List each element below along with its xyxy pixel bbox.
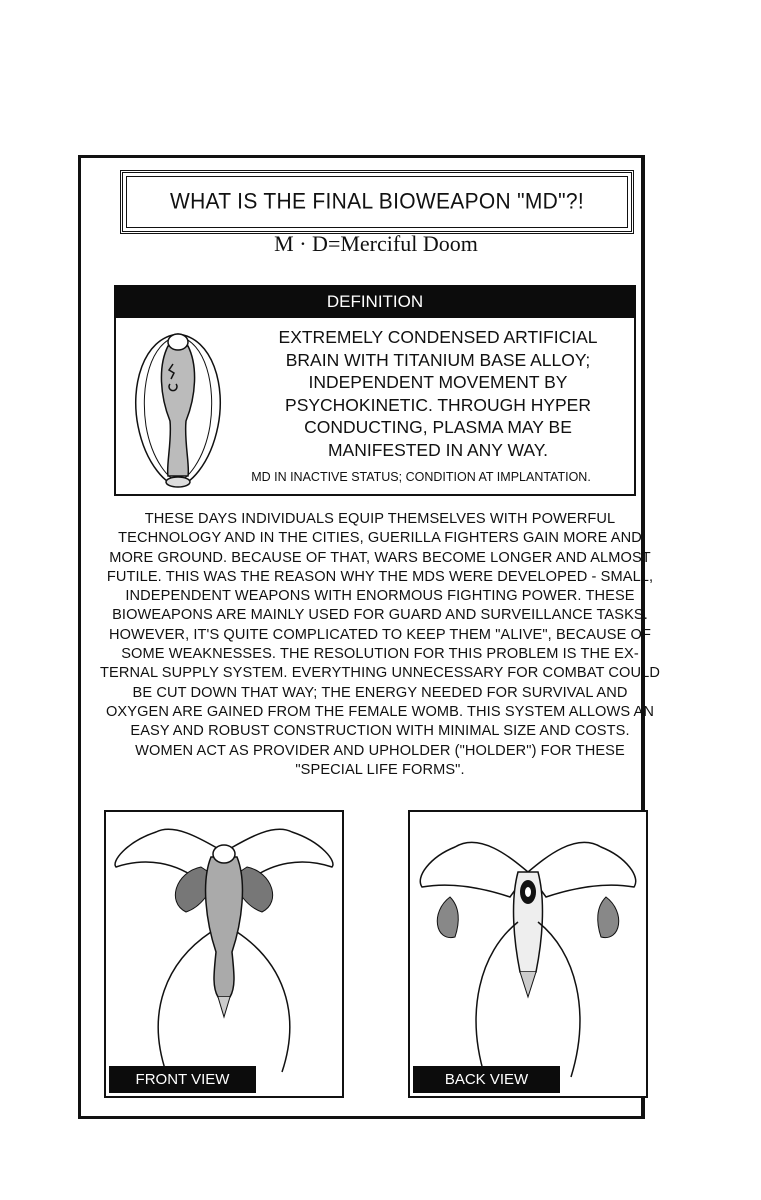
definition-header: DEFINITION: [114, 285, 636, 318]
page-title: WHAT IS THE FINAL BIOWEAPON "MD"?!: [169, 189, 585, 214]
definition-box: [114, 318, 636, 496]
definition-text: EXTREMELY CONDENSED ARTIFICIAL BRAIN WITH TITANIUM BASE ALLOY; INDEPENDENT MOVEMENT BY PSYCHOKINETIC. THROUGH HYPER CONDUCTING, PLASMA MAY BE MANIFESTED IN ANY WAY.: [278, 327, 598, 460]
front-view-panel: [104, 810, 344, 1098]
subtitle: M · D=Merciful Doom: [274, 231, 478, 256]
body-text: THESE DAYS INDIVIDUALS EQUIP THEMSELVES WITH POWERFUL TECHNOLOGY AND IN THE CITIES, GUERILLA FIGHTERS GAIN MORE AND MORE GROUND. BECAUSE OF THAT, WARS BECOME LONGER AND ALMOST FUTILE. THIS WAS THE REASON WHY THE MDS WERE DEVELOPED - SMALL, INDEPENDENT WEAPONS WITH ENORMOUS FIGHTING POWER. THESE BIOWEAPONS ARE MAINLY USED FOR GUARD AND SURVEILLANCE TASKS. HOWEVER, IT'S QUITE COMPLICATED TO KEEP THEM "ALIVE", BECAUSE OF SOME WEAKNESSES. THE RESOLUTION FOR THIS PROBLEM IS THE EX-TERNAL SUPPLY SYSTEM. EVERYTHING UNNECESSARY FOR COMBAT COULD BE CUT DOWN THAT WAY; THE ENERGY NEEDED FOR SURVIVAL AND OXYGEN ARE GAINED FROM THE FEMALE WOMB. THIS SYSTEM ALLOWS AN EASY AND ROBUST CONSTRUCTION WITH MINIMAL SIZE AND COSTS. WOMEN ACT AS PROVIDER AND UPHOLDER ("HOLDER") FOR THESE "SPECIAL LIFE FORMS".: [100, 511, 660, 778]
front-view-label: FRONT VIEW: [109, 1066, 256, 1093]
back-view-panel: [408, 810, 648, 1098]
back-view-label: BACK VIEW: [413, 1066, 560, 1093]
title-box: [120, 170, 634, 234]
md-back-view-illustration: [410, 812, 646, 1096]
definition-caption: MD IN INACTIVE STATUS; CONDITION AT IMPLANTATION.: [251, 470, 591, 484]
md-inactive-illustration: [128, 326, 228, 494]
md-front-view-illustration: [106, 812, 342, 1096]
